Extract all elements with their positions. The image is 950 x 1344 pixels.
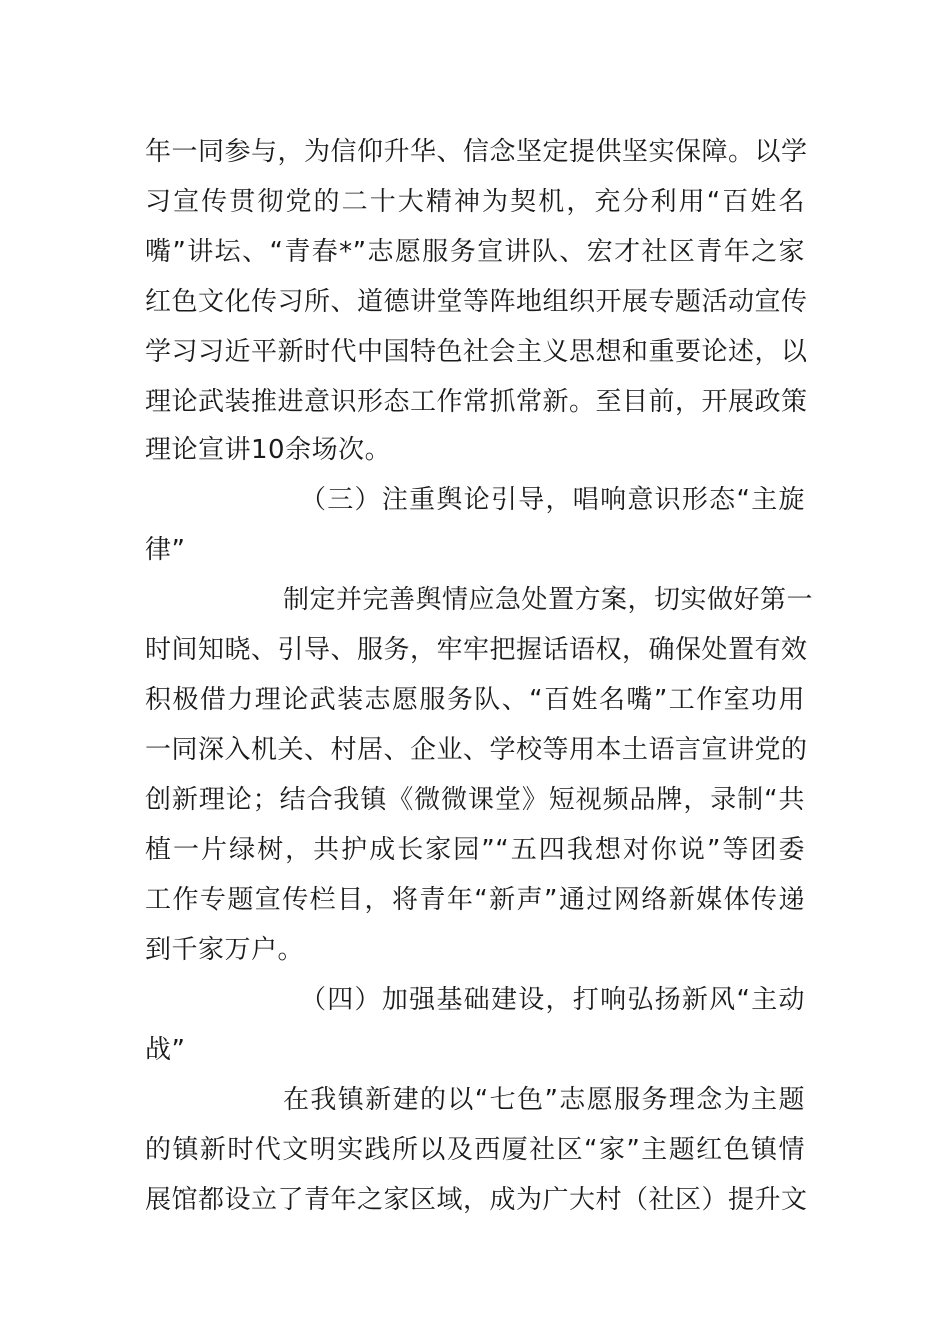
section-heading-4: （四）加强基础建设，打响弘扬新风“主动 xyxy=(300,985,805,1015)
paragraph-line: 创新理论；结合我镇《微微课堂》短视频品牌，录制“共 xyxy=(145,785,805,815)
section-heading-3-continued: 律” xyxy=(145,535,186,565)
paragraph-line: 积极借力理论武装志愿服务队、“百姓名嘴”工作室功用 xyxy=(145,685,805,715)
paragraph-line: 制定并完善舆情应急处置方案，切实做好第一 xyxy=(283,585,814,615)
paragraph-line: 展馆都设立了青年之家区域，成为广大村（社区）提升文 xyxy=(145,1185,808,1215)
paragraph-line: 的镇新时代文明实践所以及西厦社区“家”主题红色镇情 xyxy=(145,1135,805,1165)
paragraph-line: 红色文化传习所、道德讲堂等阵地组织开展专题活动宣传 xyxy=(145,287,808,317)
paragraph-line: 理论武装推进意识形态工作常抓常新。至目前，开展政策 xyxy=(145,387,808,417)
paragraph-line: 在我镇新建的以“七色”志愿服务理念为主题 xyxy=(283,1085,805,1115)
paragraph-line: 嘴”讲坛、“青春*”志愿服务宣讲队、宏才社区青年之家 xyxy=(145,237,805,267)
paragraph-line: 一同深入机关、村居、企业、学校等用本土语言宣讲党的 xyxy=(145,735,808,765)
section-heading-4-continued: 战” xyxy=(145,1035,186,1065)
paragraph-line: 时间知晓、引导、服务，牢牢把握话语权，确保处置有效 xyxy=(145,635,808,665)
paragraph-line: 习宣传贯彻党的二十大精神为契机，充分利用“百姓名 xyxy=(145,187,805,217)
paragraph-line: 到千家万户。 xyxy=(145,935,305,965)
section-heading-3: （三）注重舆论引导，唱响意识形态“主旋 xyxy=(300,485,805,515)
paragraph-line: 年一同参与，为信仰升华、信念坚定提供坚实保障。以学 xyxy=(145,137,808,167)
paragraph-line: 理论宣讲10余场次。 xyxy=(145,435,392,465)
paragraph-line: 植一片绿树，共护成长家园”“五四我想对你说”等团委 xyxy=(145,835,805,865)
paragraph-line: 学习习近平新时代中国特色社会主义思想和重要论述，以 xyxy=(145,337,808,367)
paragraph-line: 工作专题宣传栏目，将青年“新声”通过网络新媒体传递 xyxy=(145,885,805,915)
